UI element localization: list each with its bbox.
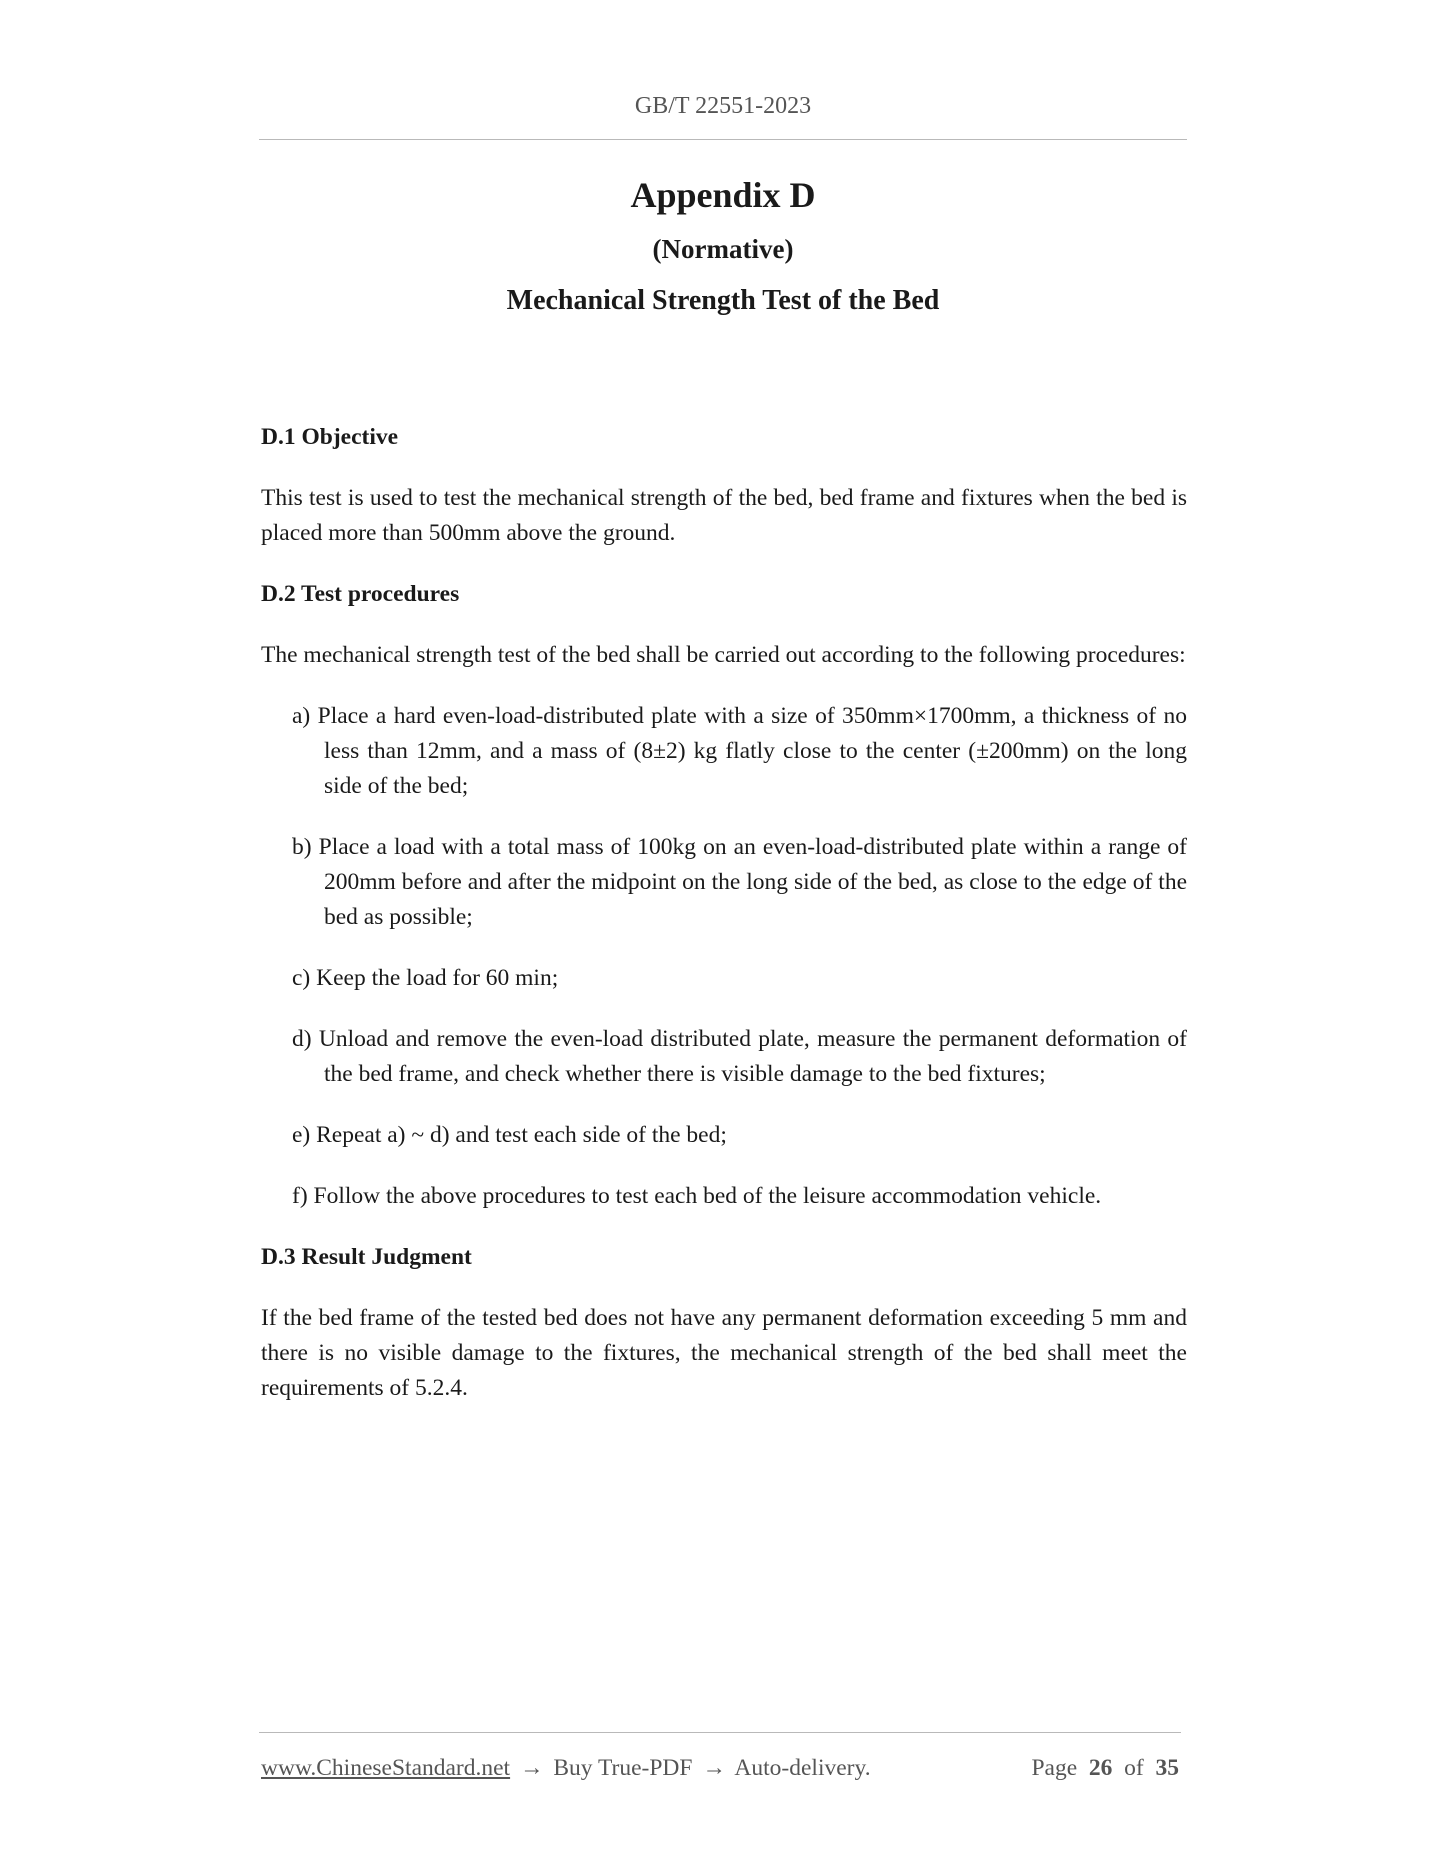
buy-pdf-text: Buy True-PDF bbox=[553, 1755, 693, 1781]
procedure-item-a: a) Place a hard even-load-distributed plate with a size of 350mm×1700mm, a thickness of no less than 12mm, and a mass of (8±2) kg flatly close to the center (±200mm) on the long side of the bed; bbox=[292, 703, 1187, 799]
page-header: GB/T 22551-2023 bbox=[634, 93, 812, 119]
procedure-item-f: f) Follow the above procedures to test each bed of the leisure accommodation vehicle. bbox=[292, 1183, 1102, 1209]
of-label: of bbox=[1124, 1755, 1144, 1781]
page-label: Page bbox=[1031, 1755, 1078, 1781]
footer-promo bbox=[261, 1752, 871, 1784]
appendix-title-block bbox=[259, 172, 1187, 320]
section-heading-d1: D.1 Objective bbox=[261, 424, 399, 450]
section-heading-d3: D.3 Result Judgment bbox=[261, 1244, 472, 1270]
arrow-icon: → bbox=[519, 1755, 544, 1781]
section-d2-intro: The mechanical strength test of the bed shall be carried out according to the following procedures: bbox=[261, 642, 1186, 668]
procedure-item-b: b) Place a load with a total mass of 100kg on an even-load-distributed plate within a range of 200mm before and after the midpoint on the long side of the bed, as close to the edge of the bed as possible; bbox=[292, 834, 1187, 930]
document-body bbox=[261, 420, 1187, 1432]
appendix-subject: Mechanical Strength Test of the Bed bbox=[506, 285, 940, 316]
page-total: 35 bbox=[1155, 1755, 1179, 1781]
procedure-item-d: d) Unload and remove the even-load distributed plate, measure the permanent deformation of the bed frame, and check whether there is visible damage to the bed fixtures; bbox=[292, 1026, 1187, 1087]
page-current: 26 bbox=[1088, 1755, 1113, 1781]
procedure-list bbox=[261, 699, 1187, 1214]
page-number bbox=[1031, 1752, 1181, 1784]
site-link[interactable]: www.ChineseStandard.net bbox=[261, 1755, 511, 1781]
page-footer bbox=[261, 1752, 1181, 1784]
footer-divider bbox=[259, 1732, 1181, 1733]
arrow-icon: → bbox=[702, 1755, 726, 1781]
appendix-title: Appendix D bbox=[630, 175, 816, 215]
section-d1-text: This test is used to test the mechanical strength of the bed, bed frame and fixtures when the bed is placed more than 500mm above the ground. bbox=[261, 485, 1187, 546]
delivery-text: Auto-delivery. bbox=[734, 1755, 871, 1781]
procedure-item-c: c) Keep the load for 60 min; bbox=[292, 965, 559, 991]
header-divider bbox=[259, 139, 1187, 140]
section-d3-text: If the bed frame of the tested bed does not have any permanent deformation exceeding 5 mm and there is no visible damage to the fixtures, the mechanical strength of the bed shall meet the requirements of 5.2.4. bbox=[261, 1305, 1187, 1401]
procedure-item-e: e) Repeat a) ~ d) and test each side of the bed; bbox=[292, 1122, 727, 1148]
appendix-type: (Normative) bbox=[652, 234, 794, 264]
section-heading-d2: D.2 Test procedures bbox=[261, 581, 460, 607]
